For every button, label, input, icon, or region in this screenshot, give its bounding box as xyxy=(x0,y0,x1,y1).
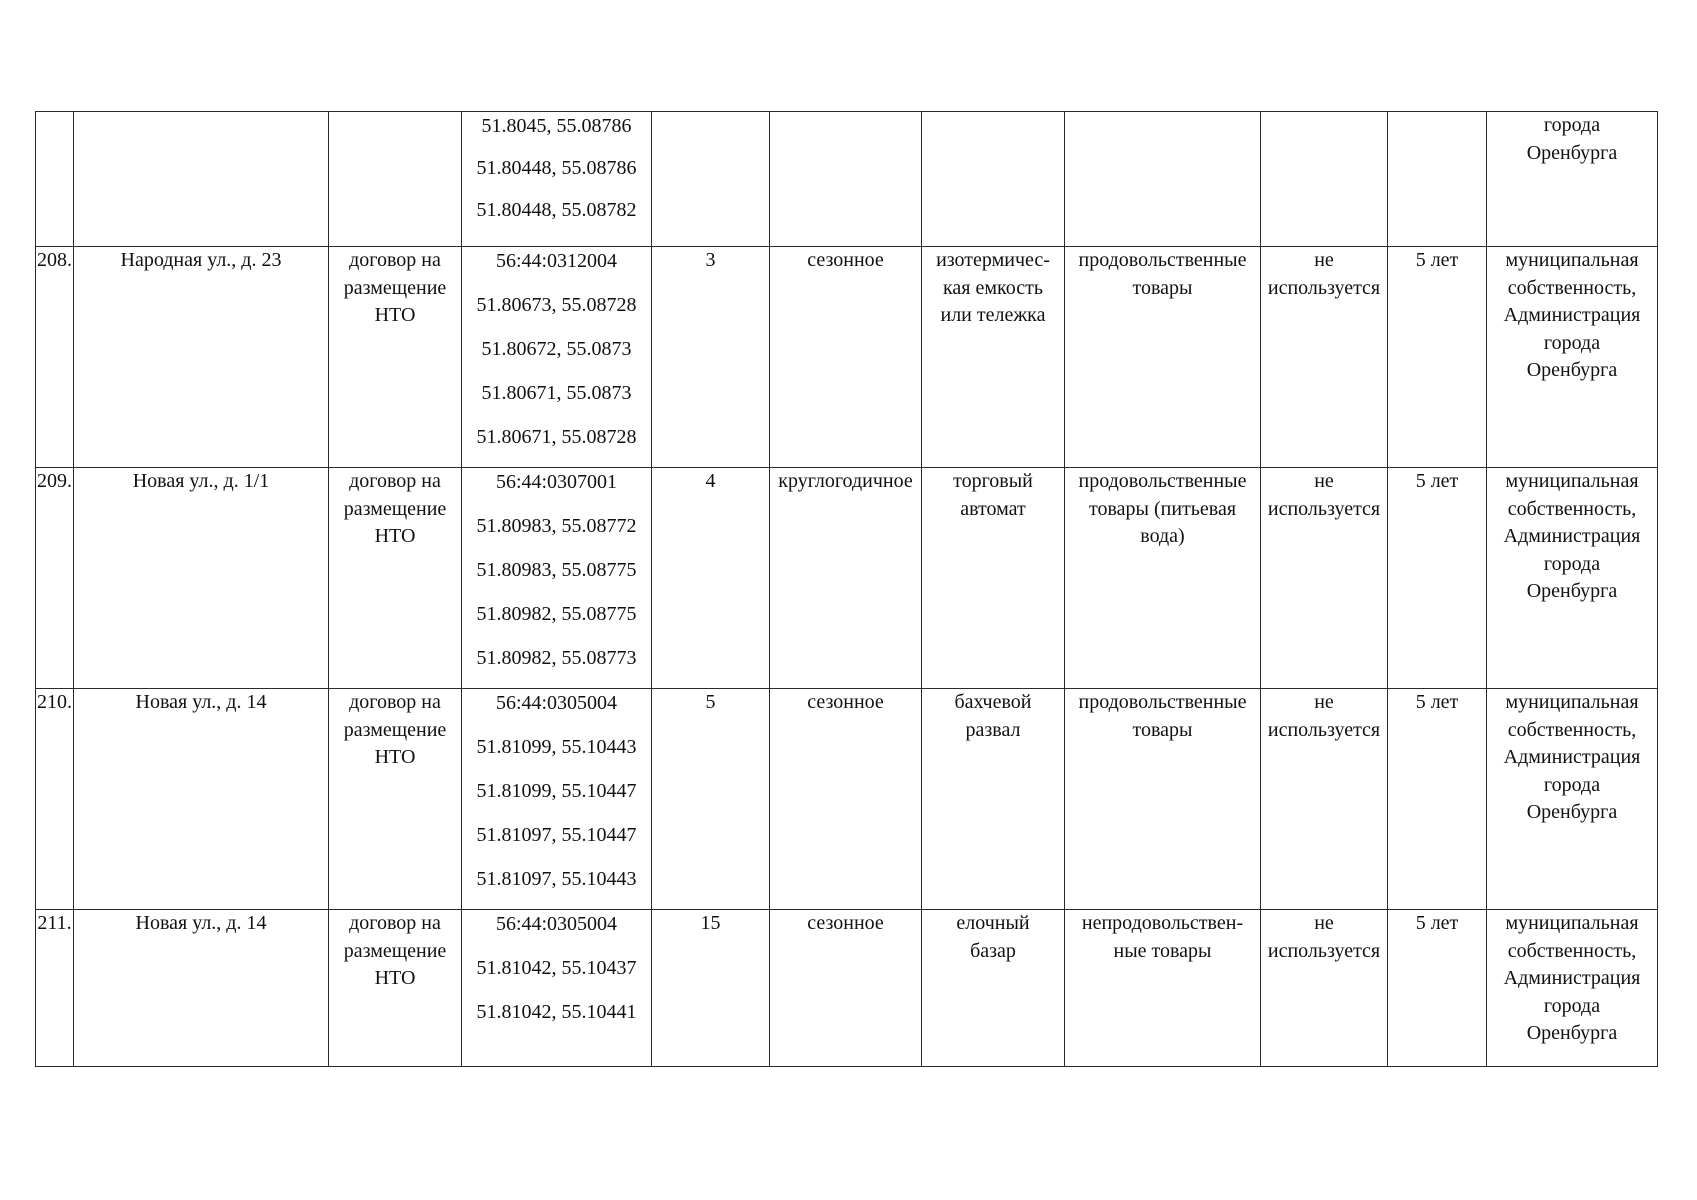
document-line: НТО xyxy=(374,525,416,547)
object-type-line: бахчевой xyxy=(954,691,1032,713)
document-line: НТО xyxy=(374,746,416,768)
coordinate-line: 51.80673, 55.08728 xyxy=(476,294,637,316)
document-line: НТО xyxy=(374,304,416,326)
owner-line: Администрация xyxy=(1503,525,1641,547)
coordinates-cell xyxy=(462,910,652,1067)
table-row xyxy=(36,247,1658,468)
document-line: размещение xyxy=(343,939,447,962)
object-type-line: базар xyxy=(970,939,1016,962)
owner-line: муниципальная xyxy=(1505,470,1639,492)
usage-line: используется xyxy=(1267,497,1381,520)
period-cell: круглогодичное xyxy=(770,468,922,689)
goods-line: ные товары xyxy=(1113,939,1212,962)
goods-line: товары xyxy=(1132,718,1193,741)
document-line: договор на xyxy=(349,470,441,492)
owner-cell xyxy=(1487,247,1658,468)
count-cell xyxy=(652,112,770,247)
goods-cell xyxy=(1065,468,1261,689)
document-line: размещение xyxy=(343,276,447,299)
row-number: 209. xyxy=(36,468,74,689)
owner-line: собственность, xyxy=(1507,718,1637,741)
owner-line: Администрация xyxy=(1503,304,1641,326)
owner-line: Оренбурга xyxy=(1526,359,1618,381)
cadastral-number: 56:44:0305004 xyxy=(495,913,618,935)
document-cell xyxy=(329,112,462,247)
owner-line: города xyxy=(1543,552,1601,575)
registry-table xyxy=(35,111,1658,1067)
owner-line: собственность, xyxy=(1507,939,1637,962)
owner-line: Оренбурга xyxy=(1526,801,1618,823)
usage-line: используется xyxy=(1267,718,1381,741)
usage-line: не xyxy=(1314,912,1334,934)
term-cell: 5 лет xyxy=(1388,910,1487,1067)
address-cell: Народная ул., д. 23 xyxy=(74,247,329,468)
count-cell: 15 xyxy=(652,910,770,1067)
coordinate-line: 51.80671, 55.0873 xyxy=(481,382,632,404)
owner-line: собственность, xyxy=(1507,276,1637,299)
count-cell: 4 xyxy=(652,468,770,689)
goods-line: вода) xyxy=(1140,525,1185,547)
coordinates-cell xyxy=(462,689,652,910)
term-cell: 5 лет xyxy=(1388,689,1487,910)
object-type-line: изотермичес- xyxy=(936,249,1050,271)
owner-line: города xyxy=(1543,331,1601,354)
coordinate-line: 51.81042, 55.10437 xyxy=(476,957,637,979)
coordinates-cell xyxy=(462,112,652,247)
coordinates-cell xyxy=(462,468,652,689)
coordinate-line: 51.80983, 55.08772 xyxy=(476,515,637,537)
coordinate-line: 51.80448, 55.08782 xyxy=(476,199,637,221)
usage-line: не xyxy=(1314,691,1334,713)
coordinate-line: 51.81042, 55.10441 xyxy=(476,1001,637,1023)
owner-cell xyxy=(1487,689,1658,910)
address-cell: Новая ул., д. 1/1 xyxy=(74,468,329,689)
object-type-cell xyxy=(922,689,1065,910)
term-cell: 5 лет xyxy=(1388,468,1487,689)
goods-line: продовольственные xyxy=(1078,691,1247,713)
owner-cell xyxy=(1487,112,1658,247)
goods-line: товары xyxy=(1132,276,1193,299)
document-line: договор на xyxy=(349,691,441,713)
usage-cell xyxy=(1261,468,1388,689)
row-number: 211. xyxy=(36,910,74,1067)
object-type-cell xyxy=(922,247,1065,468)
cadastral-number: 56:44:0307001 xyxy=(495,471,618,493)
address-cell xyxy=(74,112,329,247)
owner-line: Администрация xyxy=(1503,746,1641,768)
table-row xyxy=(36,112,1658,247)
owner-line: Администрация xyxy=(1503,967,1641,989)
coordinate-line: 51.81099, 55.10443 xyxy=(476,736,637,758)
goods-line: товары (питьевая xyxy=(1088,497,1237,520)
owner-line: Оренбурга xyxy=(1526,1022,1618,1044)
object-type-line: торговый xyxy=(953,470,1033,492)
table-row xyxy=(36,468,1658,689)
term-cell xyxy=(1388,112,1487,247)
coordinates-cell xyxy=(462,247,652,468)
usage-line: не xyxy=(1314,470,1334,492)
goods-cell xyxy=(1065,112,1261,247)
usage-cell xyxy=(1261,689,1388,910)
coordinate-line: 51.81097, 55.10443 xyxy=(476,868,637,890)
usage-cell xyxy=(1261,112,1388,247)
object-type-line: автомат xyxy=(960,497,1026,520)
owner-line: города xyxy=(1543,773,1601,796)
object-type-cell xyxy=(922,910,1065,1067)
goods-line: непродовольствен- xyxy=(1081,912,1244,934)
object-type-line: или тележка xyxy=(940,304,1046,326)
coordinate-line: 51.80983, 55.08775 xyxy=(476,559,637,581)
owner-line: города xyxy=(1543,114,1601,136)
table-row xyxy=(36,910,1658,1067)
object-type-cell xyxy=(922,112,1065,247)
coordinate-line: 51.80982, 55.08773 xyxy=(476,647,637,669)
usage-cell xyxy=(1261,247,1388,468)
row-number: 208. xyxy=(36,247,74,468)
coordinate-line: 51.81097, 55.10447 xyxy=(476,824,637,846)
table-row xyxy=(36,689,1658,910)
term-cell: 5 лет xyxy=(1388,247,1487,468)
object-type-line: развал xyxy=(965,718,1021,741)
period-cell xyxy=(770,112,922,247)
goods-cell xyxy=(1065,247,1261,468)
goods-line: продовольственные xyxy=(1078,249,1247,271)
coordinate-line: 51.80448, 55.08786 xyxy=(476,157,637,179)
goods-cell xyxy=(1065,910,1261,1067)
period-cell: сезонное xyxy=(770,910,922,1067)
usage-cell xyxy=(1261,910,1388,1067)
object-type-line: кая емкость xyxy=(943,276,1043,299)
owner-line: муниципальная xyxy=(1505,691,1639,713)
object-type-cell xyxy=(922,468,1065,689)
coordinate-line: 51.80671, 55.08728 xyxy=(476,426,637,448)
document-line: договор на xyxy=(349,912,441,934)
document-cell xyxy=(329,910,462,1067)
owner-line: Оренбурга xyxy=(1526,141,1618,164)
document-line: договор на xyxy=(349,249,441,271)
document-cell xyxy=(329,247,462,468)
goods-line: продовольственные xyxy=(1078,470,1247,492)
count-cell: 5 xyxy=(652,689,770,910)
period-cell: сезонное xyxy=(770,247,922,468)
object-type-line: елочный xyxy=(956,912,1030,934)
address-cell: Новая ул., д. 14 xyxy=(74,910,329,1067)
cadastral-number: 56:44:0312004 xyxy=(495,250,618,272)
owner-line: Оренбурга xyxy=(1526,580,1618,602)
document-cell xyxy=(329,468,462,689)
usage-line: не xyxy=(1314,249,1334,271)
owner-line: собственность, xyxy=(1507,497,1637,520)
period-cell: сезонное xyxy=(770,689,922,910)
row-number: 210. xyxy=(36,689,74,910)
owner-line: муниципальная xyxy=(1505,912,1639,934)
usage-line: используется xyxy=(1267,276,1381,299)
document-line: НТО xyxy=(374,967,416,989)
document-cell xyxy=(329,689,462,910)
count-cell: 3 xyxy=(652,247,770,468)
owner-cell xyxy=(1487,910,1658,1067)
owner-line: города xyxy=(1543,994,1601,1017)
document-line: размещение xyxy=(343,497,447,520)
coordinate-line: 51.80982, 55.08775 xyxy=(476,603,637,625)
registry-body xyxy=(36,112,1658,1067)
usage-line: используется xyxy=(1267,939,1381,962)
owner-line: муниципальная xyxy=(1505,249,1639,271)
coordinate-line: 51.81099, 55.10447 xyxy=(476,780,637,802)
coordinate-line: 51.8045, 55.08786 xyxy=(481,115,632,137)
goods-cell xyxy=(1065,689,1261,910)
cadastral-number: 56:44:0305004 xyxy=(495,692,618,714)
document-line: размещение xyxy=(343,718,447,741)
owner-cell xyxy=(1487,468,1658,689)
row-number xyxy=(36,112,74,247)
coordinate-line: 51.80672, 55.0873 xyxy=(481,338,632,360)
address-cell: Новая ул., д. 14 xyxy=(74,689,329,910)
